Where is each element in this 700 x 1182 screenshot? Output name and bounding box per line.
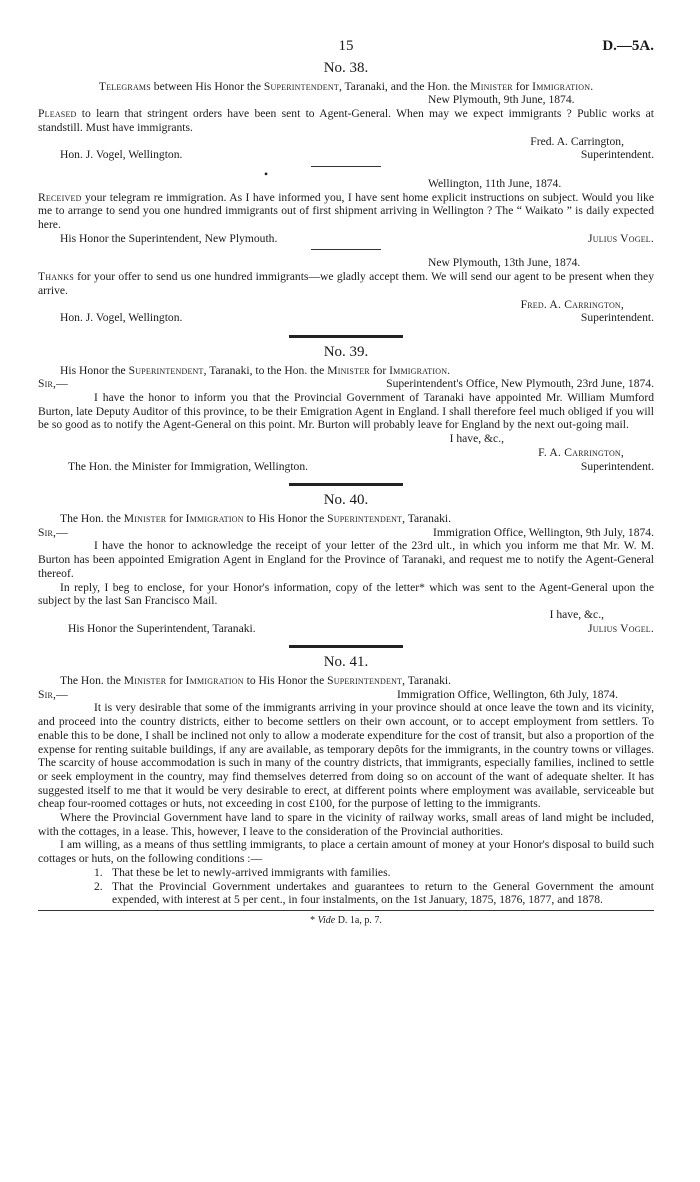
page-number: 15 bbox=[338, 38, 354, 54]
salutation: Sir,— bbox=[38, 377, 68, 391]
letter-body: I have the honor to inform you that the Provincial Government of Taranaki have appointed Mr. William Mumford Burton, late Deputy Auditor of this province, to be their Emigration Agent in England. I shall therefore feel much obliged if you will be so good as to notify the Agent-General on this point. Mr. Burton will probably leave for England by the next out-going mail. bbox=[38, 391, 654, 432]
divider bbox=[311, 166, 381, 167]
signature-name: Fred. A. Carrington, bbox=[520, 297, 624, 311]
section-number: No. 41. bbox=[323, 654, 369, 671]
signature-name: Julius Vogel. bbox=[588, 231, 654, 245]
section-heading: The Hon. the Minister for Immigration to His Honor the Superintendent, Taranaki. bbox=[60, 674, 452, 688]
dateline: Immigration Office, Wellington, 9th July, 1874. bbox=[432, 525, 654, 539]
signature-row bbox=[38, 622, 654, 636]
letter-body-1: It is very desirable that some of the immigrants arriving in your province should at once leave the town and its vicinity, and proceed into the country districts, either to become settlers on their own account, or to accept employment from settlers. To enable this to be done, I shall be inclined not only to allow a moderate expenditure for the cost of transit, but also a proportion of the expense for renting suitable buildings, if any are available, as temporary depôts for the immigrants, in the country towns or villages. The scarcity of house accommodation is such in many of the country districts, that immigrants, especially families, inclined to settle or seek employment in the country, may find themselves deterred from doing so on account of the want of adequate shelter. It has suggested itself to me that it would be very desirable to erect, at different points where employment was available, serviceable but cheap four-roomed cottages or huts, not exceeding in cost £100, for the purpose of letting to the immigrants. bbox=[38, 701, 654, 811]
document-page bbox=[38, 38, 654, 928]
letter-body-1: I have the honor to acknowledge the receipt of your letter of the 23rd ult., in which you inform me that Mr. W. M. Burton has been appointed Emigration Agent in England for the Province of Taranaki, and request me to notify the Agent-General thereof. bbox=[38, 539, 654, 580]
section-divider bbox=[289, 645, 403, 648]
addressee: Hon. J. Vogel, Wellington. bbox=[60, 148, 183, 162]
section-heading: Telegrams between His Honor the Superintendent, Taranaki, and the Hon. the Minister for Immigration. bbox=[98, 79, 594, 93]
section-no-40 bbox=[38, 494, 654, 635]
signature-title: Superintendent. bbox=[580, 148, 654, 162]
dateline: Wellington, 11th June, 1874. bbox=[428, 176, 562, 190]
signature-title: Superintendent. bbox=[580, 459, 654, 473]
closing: I have, &c., bbox=[549, 607, 604, 621]
signature-name: Julius Vogel. bbox=[588, 621, 654, 635]
signature-name: Fred. A. Carrington, bbox=[530, 134, 624, 148]
signature-row bbox=[38, 148, 654, 162]
letter-body-2: In reply, I beg to enclose, for your Honor's information, copy of the letter* which was sent to the Agent-General upon the subject by the last San Francisco Mail. bbox=[38, 580, 654, 608]
telegram-body: Thanks for your offer to send us one hundred immigrants—we gladly accept them. We will send our agent to be present when they arrive. bbox=[38, 270, 654, 297]
page-header bbox=[38, 38, 654, 60]
section-number: No. 38. bbox=[323, 60, 369, 76]
telegram-1 bbox=[38, 93, 654, 162]
signature-name: F. A. Carrington, bbox=[538, 445, 624, 459]
ornament-dot: • bbox=[263, 167, 269, 181]
dateline: New Plymouth, 9th June, 1874. bbox=[428, 93, 575, 107]
signature-title: Superintendent. bbox=[580, 311, 654, 325]
letter-body-3: I am willing, as a means of thus settling immigrants, to place a certain amount of money at your Honor's disposal to build such cottages or huts, on the following conditions :— bbox=[38, 838, 654, 866]
salutation-row bbox=[38, 688, 654, 702]
document-reference: D.—5A. bbox=[602, 38, 654, 54]
section-no-39 bbox=[38, 343, 654, 473]
dateline: Immigration Office, Wellington, 6th July, 1874. bbox=[396, 687, 618, 701]
footnote-rule bbox=[38, 910, 654, 911]
addressee: His Honor the Superintendent, New Plymouth. bbox=[60, 231, 278, 245]
addressee: Hon. J. Vogel, Wellington. bbox=[60, 311, 183, 325]
list-item: 2. That the Provincial Government undertakes and guarantees to return to the General Government the amount expended, with interest at 5 per cent., in four instalments, on the 1st January, 1875, 1876, 1877, and 1878. bbox=[94, 879, 654, 907]
telegram-2 bbox=[38, 177, 654, 246]
section-heading: His Honor the Superintendent, Taranaki, to the Hon. the Minister for Immigration. bbox=[60, 363, 451, 377]
telegram-body: Received your telegram re immigration. As I have informed you, I have sent home explicit instructions on subject. Would you like me to arrange to send you one hundred immigrants out of first shipment arriving in Wellington ? The “ Waikato ” is daily expected here. bbox=[38, 190, 654, 232]
salutation: Sir,— bbox=[38, 687, 68, 701]
section-divider bbox=[289, 483, 403, 486]
signature-row bbox=[38, 460, 654, 474]
letter-body-2: Where the Provincial Government have land to spare in the vicinity of railway works, small areas of land might be included, with the cottages, in a lease. This, however, I leave to the consideration of the Provincial authorities. bbox=[38, 811, 654, 838]
telegram-body: Pleased to learn that stringent orders have been sent to Agent-General. When may we expect immigrants ? Public works at standstill. Must have immigrants. bbox=[38, 107, 654, 134]
salutation-row bbox=[38, 526, 654, 540]
dateline: Superintendent's Office, New Plymouth, 23rd June, 1874. bbox=[386, 377, 654, 391]
section-number: No. 39. bbox=[323, 343, 369, 360]
divider bbox=[311, 249, 381, 250]
salutation-row bbox=[38, 377, 654, 391]
addressee: The Hon. the Minister for Immigration, Wellington. bbox=[68, 459, 309, 473]
section-no-41 bbox=[38, 656, 654, 907]
section-no-38 bbox=[38, 62, 654, 325]
conditions-list bbox=[38, 866, 654, 907]
signature-row bbox=[38, 232, 654, 246]
section-divider bbox=[289, 335, 403, 338]
list-item: 1. That these be let to newly-arrived immigrants with families. bbox=[94, 865, 391, 879]
signature-row bbox=[38, 311, 654, 325]
section-heading: The Hon. the Minister for Immigration to His Honor the Superintendent, Taranaki. bbox=[60, 511, 452, 525]
telegram-3 bbox=[38, 256, 654, 325]
addressee: His Honor the Superintendent, Taranaki. bbox=[68, 621, 256, 635]
closing: I have, &c., bbox=[449, 432, 504, 446]
salutation: Sir,— bbox=[38, 525, 68, 539]
dateline: New Plymouth, 13th June, 1874. bbox=[428, 256, 581, 270]
footnote: * Vide D. 1a, p. 7. bbox=[310, 914, 382, 926]
section-number: No. 40. bbox=[323, 492, 369, 509]
